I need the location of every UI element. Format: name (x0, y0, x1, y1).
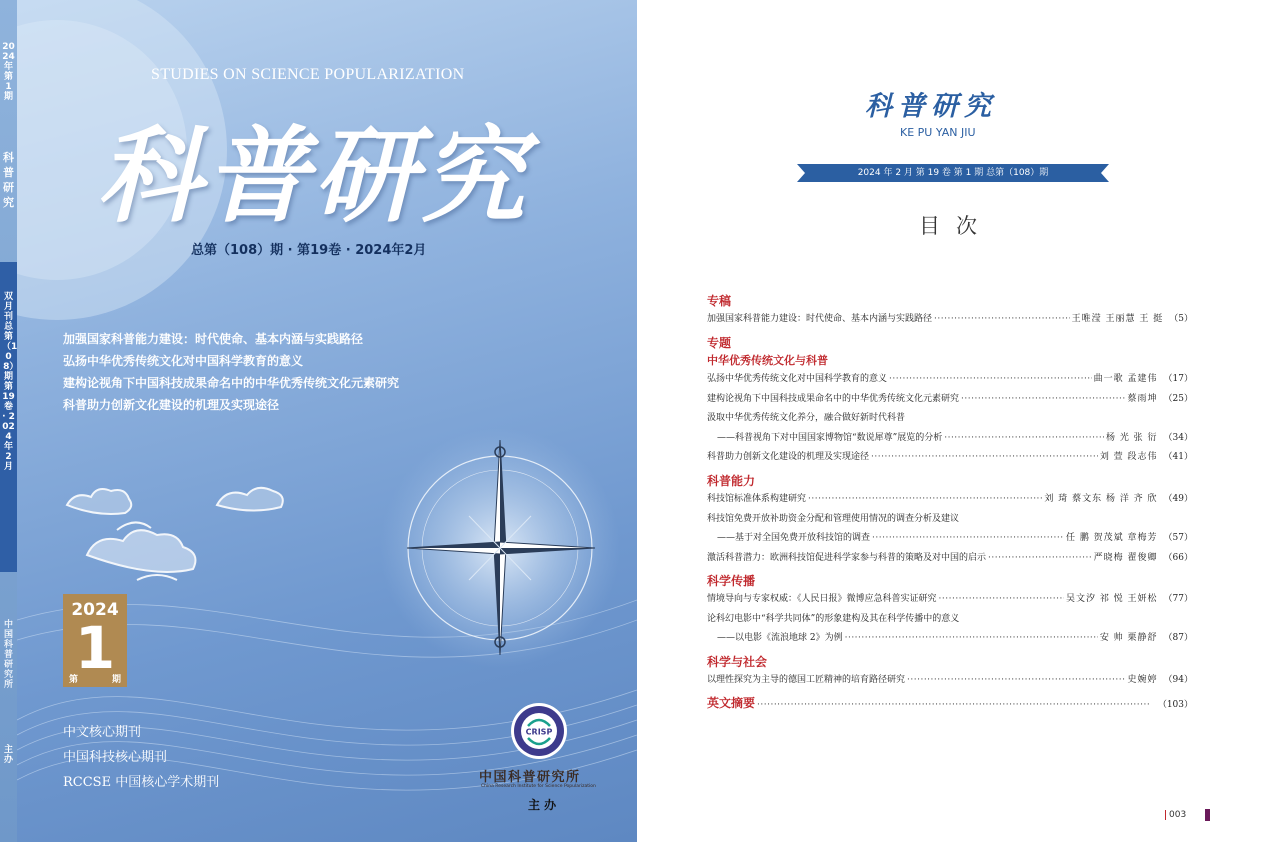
entry-subtitle: ——以电影《流浪地球 2》为例 (717, 633, 843, 643)
entry-authors: 刘 琦 蔡文东 杨 洋 齐 欣 (1044, 494, 1158, 504)
entry-authors: 杨 光 张 衍 (1105, 432, 1158, 443)
entry-authors: 任 鹏 贺茂斌 章梅芳 (1065, 533, 1158, 543)
entry-authors: 严晓梅 翟俊卿 (1093, 552, 1158, 563)
cover-headline: 建构论视角下中国科技成果命名中的中华优秀传统文化元素研究 (63, 376, 400, 390)
entry-authors: 王唯滢 王丽慧 王 挺 (1071, 314, 1164, 324)
issue-year-box (63, 594, 127, 687)
toc-section (707, 292, 1193, 330)
toc-entry[interactable] (707, 590, 1193, 610)
page-number-marker (1205, 809, 1210, 821)
cover-headline: 加强国家科普能力建设：时代使命、基本内涵与实践路径 (63, 332, 364, 346)
section-title: 科学传播 (707, 574, 756, 588)
toc-section (707, 653, 1193, 691)
section-title: 科学与社会 (707, 655, 768, 669)
entry-subtitle: ——基于对全国免费开放科技馆的调查 (717, 533, 871, 543)
spine-issue-details: 双月刊 总第（108）期 第19卷 · 2024年2月 (2, 292, 18, 472)
cover-headline: 弘扬中华优秀传统文化对中国科学教育的意义 (63, 354, 304, 368)
section-title: 科普能力 (707, 474, 756, 488)
spine-publisher: 中国科普研究所 (3, 620, 13, 690)
section-title: 专稿 (707, 294, 732, 308)
entry-title: 加强国家科普能力建设：时代使命、基本内涵与实践路径 (707, 314, 933, 324)
entry-title: 科技馆标准体系构建研究 (707, 494, 807, 504)
section-title: 英文摘要 (707, 696, 756, 710)
issue-banner-text: 2024 年 2 月 第 19 卷 第 1 期 总第（108）期 (857, 168, 1049, 178)
entry-page: （25） (1163, 393, 1193, 404)
issue-year: 2024 (71, 600, 119, 620)
publisher-name-cn: 中国科普研究所 (479, 770, 581, 785)
page-number-rule (1165, 810, 1166, 820)
entry-title: 激活科普潜力：欧洲科技馆促进科学家参与科普的策略及对中国的启示 (707, 552, 987, 563)
entry-page: （49） (1163, 494, 1193, 504)
entry-title: 建构论视角下中国科技成果命名中的中华优秀传统文化元素研究 (707, 393, 960, 404)
entry-title: 科普助力创新文化建设的机理及实现途径 (707, 452, 870, 462)
issue-number: 1 (74, 614, 116, 682)
journal-pinyin: KE PU YAN JIU (900, 126, 976, 139)
spine-sponsor: 主办 (3, 745, 13, 765)
table-of-contents-page (637, 0, 1267, 842)
entry-page: （5） (1169, 314, 1193, 324)
toc-entry[interactable] (707, 694, 1193, 716)
cover-issue-line: 总第（108）期 · 第19卷 · 2024年2月 (191, 243, 427, 258)
entry-authors: 曲一歌 孟建伟 (1093, 374, 1158, 384)
page-number: 003 (1169, 810, 1187, 820)
cover-title-chinese: 科普研究 (97, 114, 530, 237)
toc-entry-title-line[interactable]: 科技馆免费开放补助资金分配和管理使用情况的调查分析及建议 (707, 513, 960, 524)
entry-page: （41） (1163, 452, 1193, 462)
entry-page: （94） (1163, 675, 1193, 685)
entry-page: （66） (1163, 552, 1193, 563)
toc-entry-title-line[interactable]: 论科幻电影中“科学共同体”的形象建构及其在科学传播中的意义 (707, 613, 960, 624)
compass-emblem (380, 428, 620, 668)
sponsor-label: 主 办 (528, 798, 557, 812)
journal-name: 科普研究 (865, 91, 997, 122)
section-title: 专题 (707, 336, 732, 350)
entry-page: （17） (1163, 374, 1193, 384)
indexing-item: 中文核心期刊 (63, 725, 142, 740)
entry-title: 以理性探究为主导的德国工匠精神的培育路径研究 (707, 675, 906, 685)
entry-authors: 蔡雨坤 (1127, 393, 1158, 404)
crisp-logo (510, 702, 568, 760)
toc-entry[interactable] (707, 310, 1193, 330)
toc-section (707, 334, 1193, 468)
toc-entry[interactable] (707, 529, 1193, 549)
toc-section (707, 694, 1193, 716)
section-subtitle: 中华优秀传统文化与科普 (707, 354, 828, 367)
toc-entry[interactable] (707, 448, 1193, 468)
spine-issue: 2024年 第1期 (2, 42, 15, 102)
indexing-item: 中国科技核心期刊 (63, 750, 168, 765)
entry-title: 弘扬中华优秀传统文化对中国科学教育的意义 (707, 374, 888, 384)
toc-section (707, 572, 1193, 649)
toc-entry[interactable] (707, 490, 1193, 510)
entry-page: （103） (1157, 700, 1193, 710)
toc-entry[interactable] (707, 629, 1193, 649)
spine-title: 科普研究 (3, 151, 14, 209)
toc-entry[interactable] (707, 671, 1193, 691)
entry-page: （77） (1163, 594, 1193, 604)
toc-entry-title-line[interactable]: 汲取中华优秀传统文化养分，融合做好新时代科普 (707, 413, 906, 423)
entry-page: （57） (1163, 533, 1193, 543)
entry-subtitle: ——科普视角下对中国国家博物馆“数说犀尊”展览的分析 (717, 432, 943, 443)
journal-spine (0, 0, 17, 842)
toc-entry[interactable] (707, 429, 1193, 449)
issue-suffix: 期 (111, 675, 121, 685)
entry-authors: 安 帅 栗静舒 (1099, 633, 1158, 643)
toc-section (707, 472, 1193, 568)
cloud-ornaments (67, 488, 283, 580)
entry-authors: 史婉婷 (1127, 675, 1158, 685)
cover-title-english: STUDIES ON SCIENCE POPULARIZATION (151, 66, 465, 83)
cover-headlines (63, 328, 399, 416)
journal-cover (17, 0, 637, 842)
toc-heading: 目次 (919, 214, 993, 238)
toc-entry[interactable] (707, 370, 1193, 390)
entry-authors: 刘 萱 段志伟 (1099, 452, 1158, 462)
cover-headline: 科普助力创新文化建设的机理及实现途径 (63, 398, 280, 412)
indexing-item: RCCSE 中国核心学术期刊 (63, 775, 220, 790)
entry-authors: 吴文汐 祁 悦 王妍松 (1065, 594, 1158, 604)
entry-title: 情境导向与专家权威：《人民日报》微博应急科普实证研究 (707, 594, 937, 604)
issue-prefix: 第 (69, 675, 79, 685)
logo-text: CRISP (525, 727, 553, 737)
toc-entry[interactable] (707, 549, 1193, 569)
toc-entry[interactable] (707, 390, 1193, 410)
entry-page: （87） (1163, 633, 1193, 643)
entry-page: （34） (1163, 432, 1193, 443)
publisher-name-en: China Research Institute for Science Popularization (481, 784, 596, 789)
indexing-list (63, 720, 219, 795)
